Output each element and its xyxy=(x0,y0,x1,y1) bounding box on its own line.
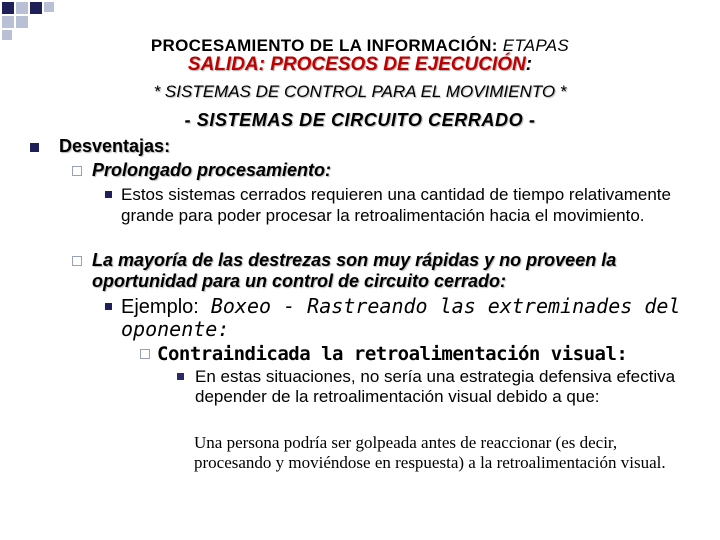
subtitle-colon: : xyxy=(525,54,533,75)
corner-square xyxy=(2,16,14,28)
ejemplo-text: Boxeo - Rastreando las extreminades del oponente: xyxy=(121,294,681,341)
prolongado-item: Prolongado procesamiento: xyxy=(92,160,332,180)
contraindicada-item: Contraindicada la retroalimentación visual: xyxy=(157,343,628,365)
situaciones-paragraph: En estas situaciones, no sería una estrategia defensiva efectiva depender de la retroalimentación visual debido a que: xyxy=(195,367,676,406)
ejemplo-item xyxy=(121,295,691,340)
section-subheading: - SISTEMAS DE CIRCUITO CERRADO - xyxy=(184,110,536,130)
title-main: PROCESAMIENTO DE LA INFORMACIÓN: xyxy=(150,36,503,55)
corner-square xyxy=(2,2,14,14)
persona-paragraph: Una persona podría ser golpeada antes de reaccionar (es decir, procesando y moviéndose en respuesta) a la retroalimentación visual. xyxy=(194,433,666,472)
slide-title xyxy=(0,36,720,56)
subtitle-text: SALIDA: PROCESOS DE EJECUCIÓN xyxy=(187,54,526,75)
mayoria-item: La mayoría de las destrezas son muy rápidas y no proveen la oportunidad para un control de circuito cerrado: xyxy=(92,250,617,291)
corner-square xyxy=(16,2,28,14)
desventajas-heading: Desventajas: xyxy=(59,136,171,156)
hollow-square-bullet-icon xyxy=(72,256,82,266)
ejemplo-label: Ejemplo: xyxy=(121,296,199,318)
title-italic: ETAPAS xyxy=(502,36,570,55)
corner-square xyxy=(16,16,28,28)
hollow-square-bullet-icon xyxy=(140,349,150,359)
section-heading: * SISTEMAS DE CONTROL PARA EL MOVIMIENTO * xyxy=(153,82,567,101)
corner-square xyxy=(44,2,54,12)
square-bullet-icon xyxy=(105,303,112,310)
corner-square xyxy=(30,2,42,14)
square-bullet-icon xyxy=(30,143,39,152)
slide-subtitle xyxy=(0,54,720,76)
estos-paragraph: Estos sistemas cerrados requieren una cantidad de tiempo relativamente grande para poder procesar la retroalimentación hacia el movimiento. xyxy=(121,185,671,225)
square-bullet-icon xyxy=(105,191,112,198)
hollow-square-bullet-icon xyxy=(72,166,82,176)
square-bullet-icon xyxy=(177,373,184,380)
